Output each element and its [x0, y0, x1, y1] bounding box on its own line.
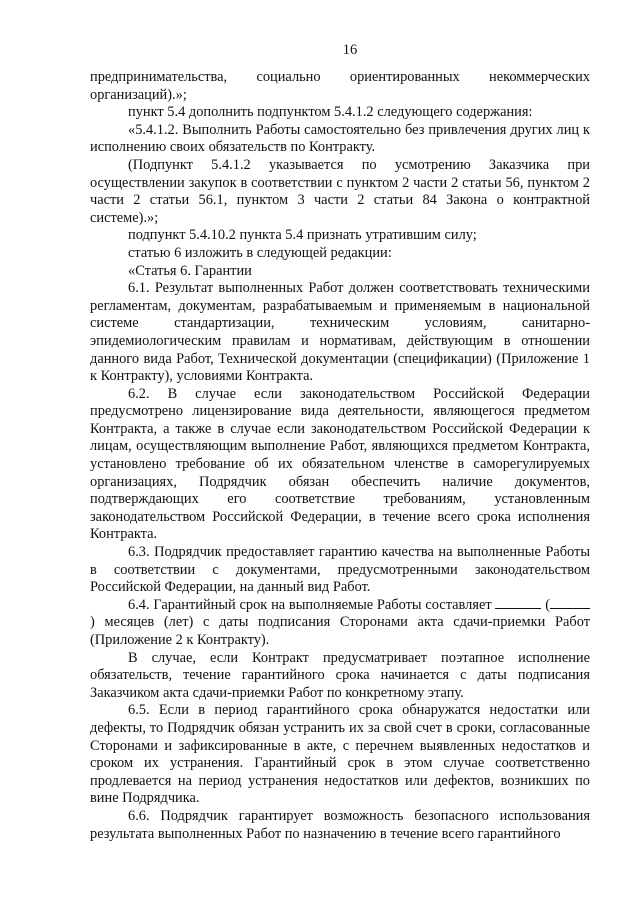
- paragraph-article-6-intro: статью 6 изложить в следующей редакции:: [128, 244, 392, 261]
- paragraph-6-1: 6.1. Результат выполненных Работ должен соответствовать техническими регламентам, документам, разрабатываемым и применяемым в национальной системе стандартизации, техническим условиям, санитарно-эпидемиологическим правилам и нормативам, действующим в отношении данного вида Работ, Технической документации (спецификации) (Приложение 1 к Контракту), условиями Контракта.: [90, 280, 590, 385]
- paragraph-6-4-text: 6.4. Гарантийный срок на выполняемые Работы составляет: [128, 596, 492, 613]
- paragraph-6-6: 6.6. Подрядчик гарантирует возможность безопасного использования результата выполненных Работ по назначению в течение всего гарантийного: [90, 807, 590, 842]
- paragraph-continuation: предпринимательства, социально ориентированных некоммерческих организаций).»;: [90, 69, 590, 103]
- paragraph-6-4: [90, 597, 590, 650]
- paragraph-6-4-open: (: [545, 596, 550, 613]
- paragraph-6-4-stages: В случае, если Контракт предусматривает поэтапное исполнение обязательств, течение гарантийного срока начинается с даты подписания Заказчиком акта сдачи-приемки Работ по конкретному этапу.: [90, 649, 590, 701]
- paragraph-6-4-rest: ) месяцев (лет) с даты подписания Сторонами акта сдачи-приемки Работ (Приложение 2 к Контракту).: [90, 614, 590, 648]
- paragraph-5-4-1-2-note: (Подпункт 5.4.1.2 указывается по усмотрению Заказчика при осуществлении закупок в соответствии с пунктом 2 части 2 статьи 56, пунктом 2 части 2 статьи 56.1, пунктом 3 части 2 статьи 84 Закона о контрактной системе).»;: [90, 156, 590, 226]
- document-page: [90, 40, 590, 843]
- article-6-heading: «Статья 6. Гарантии: [128, 262, 252, 279]
- paragraph-amend-5-4: пункт 5.4 дополнить подпунктом 5.4.1.2 следующего содержания:: [128, 104, 533, 121]
- warranty-term-blank: [495, 608, 541, 609]
- paragraph-5-4-1-2: «5.4.1.2. Выполнить Работы самостоятельно без привлечения других лиц к исполнению своих обязательств по Контракту.: [90, 121, 590, 156]
- page-number: 16: [342, 42, 358, 58]
- paragraph-5-4-10-2: подпункт 5.4.10.2 пункта 5.4 признать утратившим силу;: [128, 227, 477, 244]
- paragraph-6-5: 6.5. Если в период гарантийного срока обнаружатся недостатки или дефекты, то Подрядчик обязан устранить их за свой счет в сроки, согласованные Сторонами и зафиксированные в акте, с перечнем выявленных недостатков и сроком их устранения. Гарантийный срок в этом случае соответственно продлевается на период устранения недостатков или дефектов, возникших по вине Подрядчика.: [90, 702, 590, 807]
- paragraph-6-2: 6.2. В случае если законодательством Российской Федерации предусмотрено лицензирование вида деятельности, являющегося предметом Контракта, а также в случае если законодательством Российской Федерации к лицам, осуществляющим выполнение Работ, являющихся предметом Контракта, установлено требование об их обязательном членстве в саморегулируемых организациях, Подрядчик обязан обеспечить наличие документов, подтверждающих его соответствие требованиям, установленным законодательством Российской Федерации, в течение всего срока исполнения Контракта.: [90, 385, 590, 543]
- paragraph-6-3: 6.3. Подрядчик предоставляет гарантию качества на выполненные Работы в соответствии с документами, предусмотренными законодательством Российской Федерации, на данный вид Работ.: [90, 544, 590, 596]
- warranty-term-words-blank: [550, 608, 590, 609]
